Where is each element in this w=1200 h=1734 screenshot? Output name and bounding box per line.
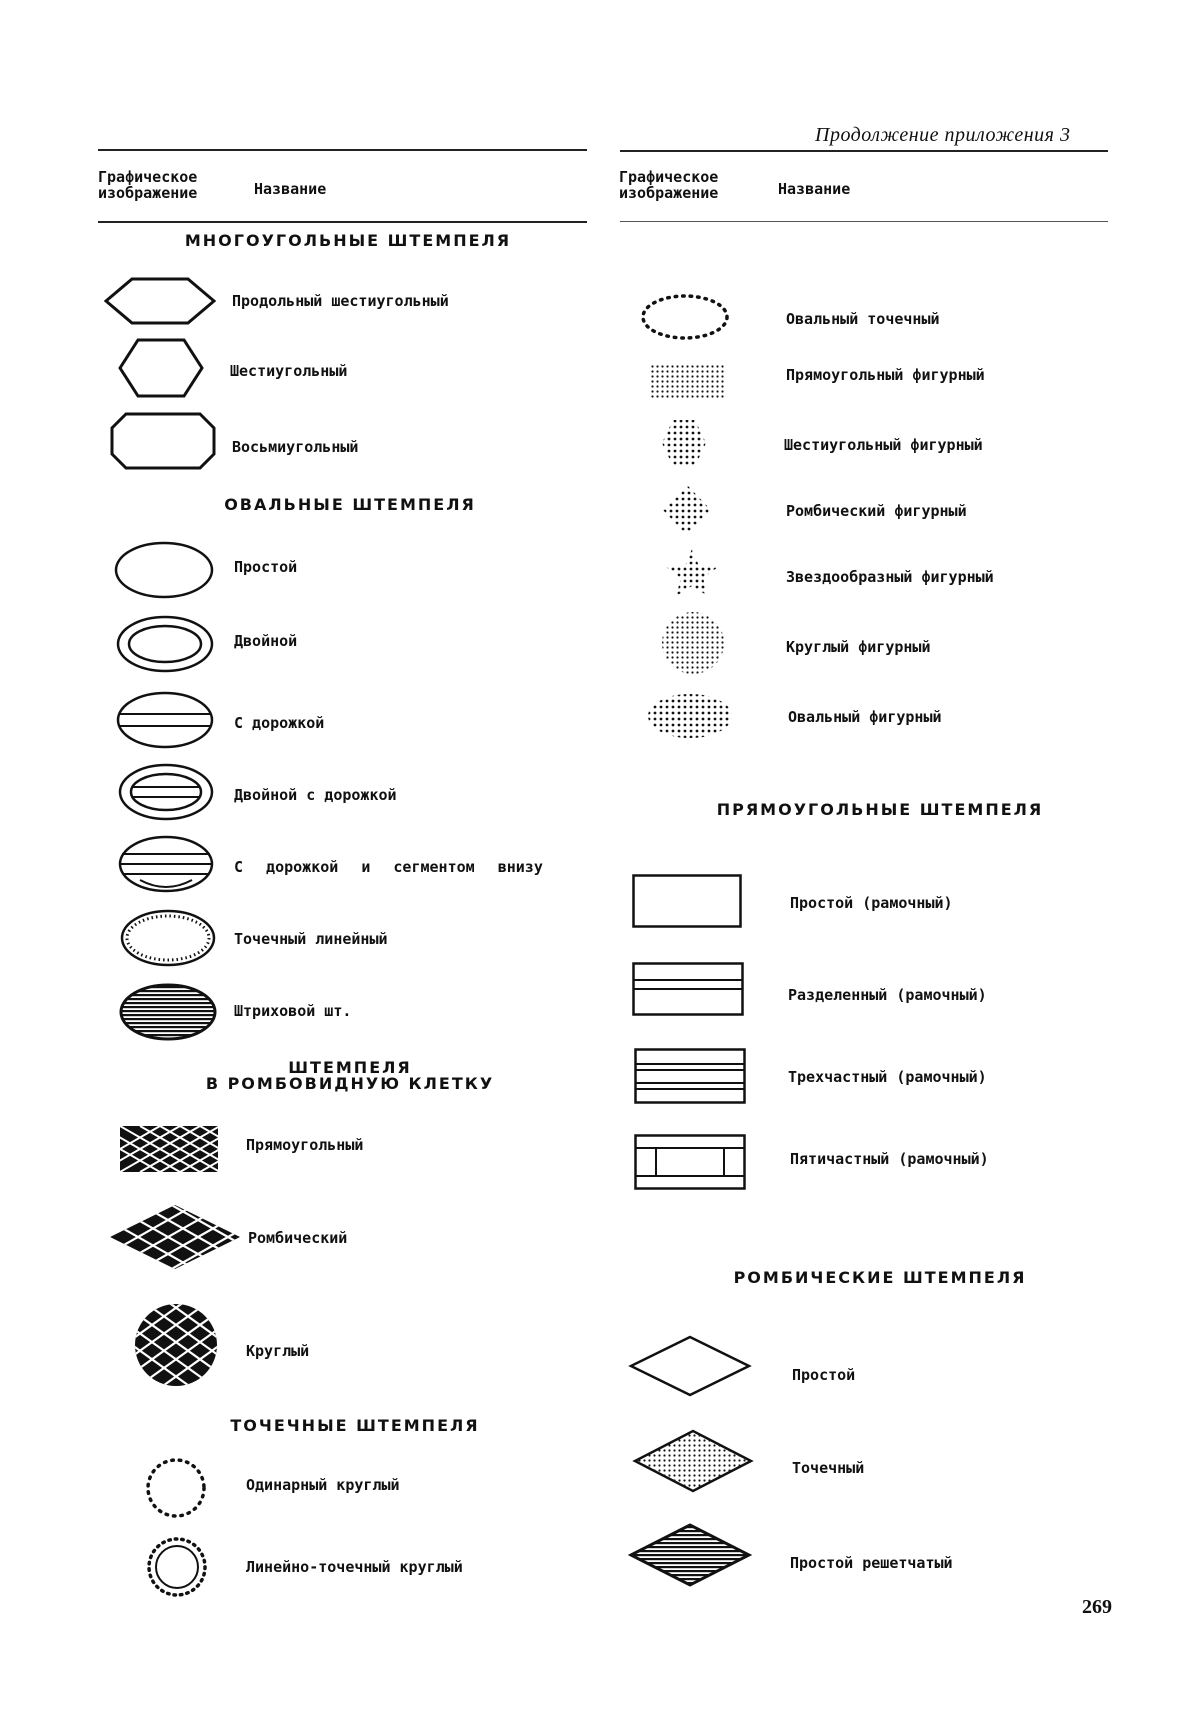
section-title-dotted: ТОЧЕЧНЫЕ ШТЕМПЕЛЯ: [230, 1416, 480, 1435]
label-rhombic-cell-rectangle: Прямоугольный: [246, 1136, 364, 1154]
latticed-rhombus-icon: [628, 1522, 752, 1588]
header-rule-left: [98, 221, 587, 223]
linear-dotted-circle-icon: [146, 1536, 208, 1598]
figured-hexagon-icon: [660, 418, 708, 468]
label-dotted-linear-oval: Точечный линейный: [234, 930, 388, 948]
page-number: 269: [1082, 1596, 1112, 1618]
hexagon-icon: [118, 338, 204, 398]
label-figured-circle: Круглый фигурный: [786, 638, 931, 656]
label-double-oval-with-track: Двойной с дорожкой: [234, 786, 397, 804]
label-oval-with-track: С дорожкой: [234, 714, 325, 732]
hatched-oval-icon: [118, 982, 218, 1042]
section-title-rhombic-cell-1: ШТЕМПЕЛЯ: [288, 1058, 412, 1077]
continuation-label: Продолжение приложения 3: [815, 124, 1071, 146]
section-title-oval: ОВАЛЬНЫЕ ШТЕМПЕЛЯ: [224, 495, 476, 514]
rhombic-cell-circle-icon: [132, 1302, 220, 1388]
section-title-rectangular: ПРЯМОУГОЛЬНЫЕ ШТЕМПЕЛЯ: [716, 800, 1044, 819]
dotted-linear-oval-icon: [118, 908, 218, 968]
three-part-frame-rectangle-icon: [634, 1048, 746, 1104]
dotted-oval-icon: [640, 292, 730, 342]
simple-rhombus-icon: [628, 1334, 752, 1398]
label-simple-rhombus: Простой: [792, 1366, 856, 1384]
double-oval-with-track-icon: [116, 762, 216, 822]
oval-track-segment-icon: [116, 834, 216, 894]
top-rule-right: [620, 150, 1108, 152]
label-rhombic-cell-circle: Круглый: [246, 1342, 310, 1360]
figured-oval-icon: [646, 692, 734, 740]
section-title-polygonal: МНОГОУГОЛЬНЫЕ ШТЕМПЕЛЯ: [184, 231, 512, 250]
label-hatched-oval: Штриховой шт.: [234, 1002, 352, 1020]
label-dotted-single-circle: Одинарный круглый: [246, 1476, 400, 1494]
label-figured-rectangle: Прямоугольный фигурный: [786, 366, 985, 384]
label-three-part-frame: Трехчастный (рамочный): [788, 1068, 987, 1086]
simple-oval-icon: [112, 540, 216, 600]
section-title-rhombic-cell-2: В РОМБОВИДНУЮ КЛЕТКУ: [205, 1074, 495, 1093]
label-figured-star: Звездообразный фигурный: [786, 568, 994, 586]
col-name-header-left: Название: [254, 180, 327, 198]
label-octagon: Восьмиугольный: [232, 438, 359, 456]
label-figured-oval: Овальный фигурный: [788, 708, 942, 726]
label-double-oval: Двойной: [234, 632, 298, 650]
header-rule-right: [620, 221, 1108, 222]
figured-rectangle-icon: [650, 364, 726, 400]
label-linear-dotted-circle: Линейно-точечный круглый: [246, 1558, 463, 1576]
label-hexagon: Шестиугольный: [230, 362, 348, 380]
label-latticed-rhombus: Простой решетчатый: [790, 1554, 953, 1572]
oval-with-track-icon: [114, 690, 216, 750]
label-figured-hexagon: Шестиугольный фигурный: [784, 436, 983, 454]
label-figured-rhombus: Ромбический фигурный: [786, 502, 967, 520]
col-image-header-left: Графическое изображение: [98, 168, 198, 202]
label-simple-frame: Простой (рамочный): [790, 894, 953, 912]
col-image-header-right: Графическое изображение: [619, 168, 719, 202]
double-oval-icon: [114, 614, 216, 674]
figured-circle-icon: [660, 610, 726, 676]
dotted-single-circle-icon: [144, 1456, 208, 1520]
dotted-rhombus-icon: [632, 1428, 754, 1494]
label-dotted-oval: Овальный точечный: [786, 310, 940, 328]
divided-frame-rectangle-icon: [632, 962, 744, 1016]
five-part-frame-rectangle-icon: [634, 1134, 746, 1190]
label-divided-frame: Разделенный (рамочный): [788, 986, 987, 1004]
long-hexagon-icon: [104, 276, 216, 326]
rhombic-cell-rhombus-icon: [108, 1203, 242, 1271]
col-name-header-right: Название: [778, 180, 851, 198]
label-rhombic-cell-rhombus: Ромбический: [248, 1229, 348, 1247]
simple-frame-rectangle-icon: [632, 874, 742, 928]
label-simple-oval: Простой: [234, 558, 298, 576]
top-rule-left: [98, 149, 587, 151]
figured-rhombus-icon: [662, 484, 712, 536]
label-oval-track-segment: С дорожкой и сегментом внизу: [234, 858, 543, 876]
label-five-part-frame: Пятичастный (рамочный): [790, 1150, 989, 1168]
label-long-hexagon: Продольный шестиугольный: [232, 292, 449, 310]
label-dotted-rhombus: Точечный: [792, 1459, 865, 1477]
octagon-icon: [110, 412, 216, 470]
rhombic-cell-rectangle-icon: [120, 1126, 218, 1172]
section-title-rhombic: РОМБИЧЕСКИЕ ШТЕМПЕЛЯ: [733, 1268, 1027, 1287]
figured-star-icon: [664, 548, 720, 598]
